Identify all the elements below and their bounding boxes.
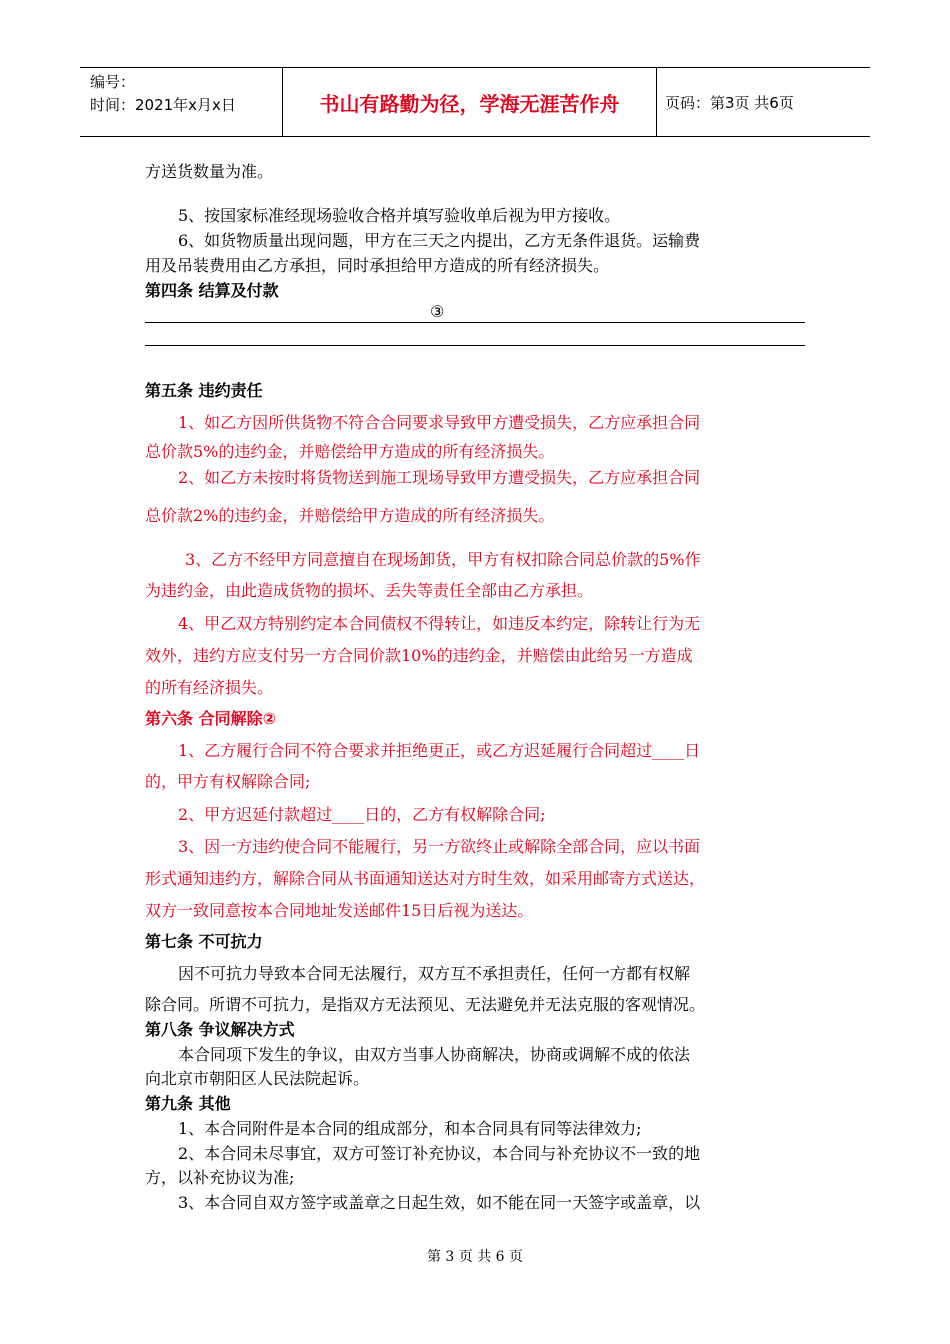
body-line: 2、如乙方未按时将货物送到施工现场导致甲方遭受损失，乙方应承担合同 <box>178 468 701 487</box>
body-line: 为违约金，由此造成货物的损坏、丢失等责任全部由乙方承担。 <box>145 581 594 600</box>
header-page-code: 页码：第3页 共6页 <box>665 93 794 112</box>
body-line: 双方一致同意按本合同地址发送邮件15日后视为送达。 <box>145 901 534 920</box>
article-heading: 第八条 争议解决方式 <box>145 1020 295 1039</box>
body-line: 5、按国家标准经现场验收合格并填写验收单后视为甲方接收。 <box>178 206 621 225</box>
article-heading: 第九条 其他 <box>145 1094 231 1113</box>
blank-marker: ③ <box>430 302 445 321</box>
article-heading: 第六条 合同解除② <box>145 709 277 728</box>
article-heading: 第五条 违约责任 <box>145 381 263 400</box>
header-meta <box>80 68 283 136</box>
body-line: 的，甲方有权解除合同; <box>145 772 311 791</box>
body-line: 3、因一方违约使合同不能履行，另一方欲终止或解除全部合同，应以书面 <box>178 837 701 856</box>
body-line: 1、乙方履行合同不符合要求并拒绝更正，或乙方迟延履行合同超过____日 <box>178 741 701 760</box>
body-line: 除合同。所谓不可抗力，是指双方无法预见、无法避免并无法克服的客观情况。 <box>145 995 706 1014</box>
body-line: 本合同项下发生的争议，由双方当事人协商解决，协商或调解不成的依法 <box>178 1045 691 1064</box>
body-line: 向北京市朝阳区人民法院起诉。 <box>145 1069 370 1088</box>
article-heading: 第四条 结算及付款 <box>145 281 279 300</box>
body-line: 总价款5%的违约金，并赔偿给甲方造成的所有经济损失。 <box>145 442 555 461</box>
body-line: 方送货数量为准。 <box>145 162 274 181</box>
body-line: 6、如货物质量出现问题，甲方在三天之内提出，乙方无条件退货。运输费 <box>178 231 701 250</box>
body-line: 因不可抗力导致本合同无法履行，双方互不承担责任，任何一方都有权解 <box>178 964 691 983</box>
page-footer: 第 3 页 共 6 页 <box>426 1249 524 1265</box>
fill-in-line <box>145 345 805 346</box>
body-line: 的所有经济损失。 <box>145 678 274 697</box>
header-number-label: 编号： <box>90 73 136 91</box>
body-line: 4、甲乙双方特别约定本合同债权不得转让，如违反本约定，除转让行为无 <box>178 614 701 633</box>
body-line: 形式通知违约方，解除合同从书面通知送达对方时生效，如采用邮寄方式送达， <box>145 869 706 888</box>
body-line: 2、本合同未尽事宜，双方可签订补充协议，本合同与补充协议不一致的地 <box>178 1144 701 1163</box>
header-date: 时间：2021年x月x日 <box>90 96 236 114</box>
body-line: 效外，违约方应支付另一方合同价款10%的违约金，并赔偿由此给另一方造成 <box>145 646 693 665</box>
body-line: 方，以补充协议为准; <box>145 1168 295 1187</box>
body-line: 1、如乙方因所供货物不符合合同要求导致甲方遭受损失，乙方应承担合同 <box>178 413 701 432</box>
body-line: 用及吊装费用由乙方承担，同时承担给甲方造成的所有经济损失。 <box>145 256 610 275</box>
body-line: 1、本合同附件是本合同的组成部分，和本合同具有同等法律效力; <box>178 1119 642 1138</box>
fill-in-line <box>145 322 805 323</box>
body-line: 2、甲方迟延付款超过____日的，乙方有权解除合同; <box>178 805 546 824</box>
article-heading: 第七条 不可抗力 <box>145 932 263 951</box>
body-line: 3、乙方不经甲方同意擅自在现场卸货，甲方有权扣除合同总价款的5%作 <box>185 550 701 569</box>
body-line: 总价款2%的违约金，并赔偿给甲方造成的所有经济损失。 <box>145 506 555 525</box>
page-header <box>80 67 870 137</box>
header-motto: 书山有路勤为径，学海无涯苦作舟 <box>283 68 657 136</box>
body-line: 3、本合同自双方签字或盖章之日起生效，如不能在同一天签字或盖章，以 <box>178 1193 701 1212</box>
